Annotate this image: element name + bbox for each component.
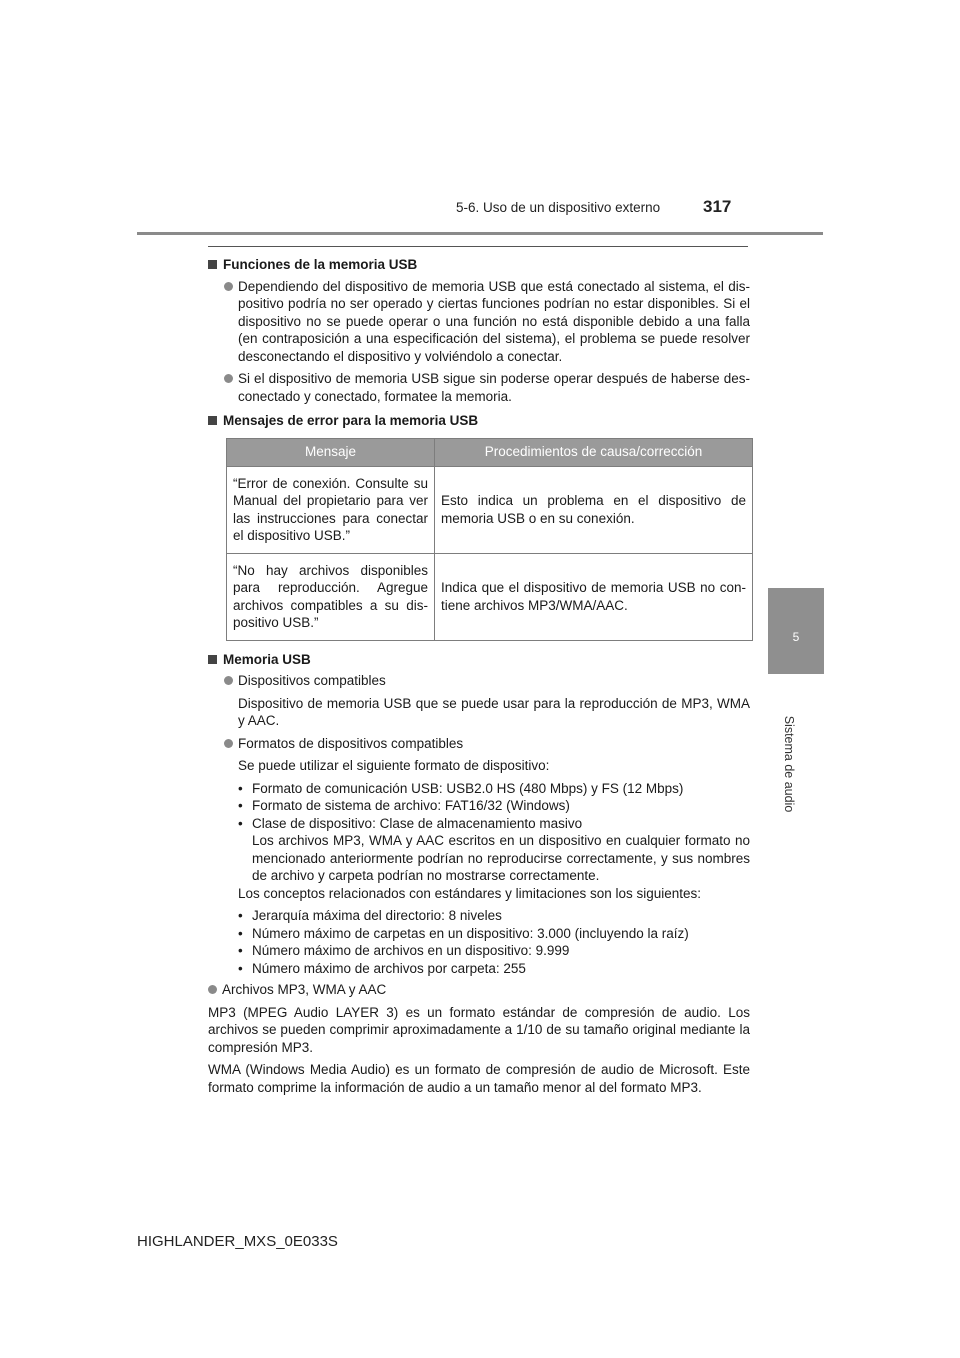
list-item: • Número máximo de archivos por carpeta: 255 [238, 960, 526, 976]
list-item: • Formato de comunicación USB: USB2.0 HS (480 Mbps) y FS (12 Mbps) [238, 780, 684, 796]
circle-bullet-icon [224, 676, 233, 685]
table-cell: Indica que el dispositivo de memoria USB no contiene archivos MP3/WMA/AAC. [435, 553, 753, 640]
chapter-side-label-text: Sistema de audio [782, 715, 796, 813]
table-cell: “Error de conexión. Consulte su Manual del propietario para ver las instrucciones para conectar el dispositivo USB.” [227, 466, 435, 553]
error-messages-table [226, 438, 753, 641]
paragraph-mp3: MP3 (MPEG Audio LAYER 3) es un formato estándar de compresión de audio. Los archivos se pueden comprimir aproximadamente a 1/10 de su tamaño original mediante la compresión MP3. [208, 1004, 750, 1055]
list-item: • Formato de sistema de archivo: FAT16/32 (Windows) [238, 798, 570, 813]
limits-list [208, 907, 750, 977]
circle-bullet-icon [224, 282, 233, 291]
bullet-item: Dependiendo del dispositivo de memoria USB que está conectado al sistema, el dispositivo podría no ser operado y ciertas funciones podrían no estar disponibles. Si el dispositivo no se puede operar o una función no está disponible debido a una falla (en contraposición a una especificación del sistema), el problema se puede resolver desconectando el dispositivo y volviéndolo a conectar. [208, 278, 750, 366]
format-list [208, 780, 750, 885]
chapter-side-label [782, 694, 796, 834]
table-cell: “No hay archivos disponibles para reproducción. Agregue archivos compatibles a su dispositivo USB.” [227, 553, 435, 640]
bullet-item: Formatos de dispositivos compatibles [208, 735, 750, 753]
bullet-item: Dispositivos compatibles [208, 672, 750, 690]
table-cell: Esto indica un problema en el dispositivo de memoria USB o en su conexión. [435, 466, 753, 553]
circle-bullet-icon [208, 985, 217, 994]
circle-bullet-icon [224, 374, 233, 383]
bullet-item: Si el dispositivo de memoria USB sigue sin poderse operar después de haberse desconectado y conectado, formatee la memoria. [208, 370, 750, 405]
paragraph: Se puede utilizar el siguiente formato de dispositivo: [238, 758, 550, 773]
square-bullet-icon [208, 655, 217, 664]
circle-bullet-icon [224, 739, 233, 748]
paragraph-wma: WMA (Windows Media Audio) es un formato de compresión de audio de Microsoft. Este formato comprime la información de audio a un tamaño menor al del formato MP3. [208, 1062, 750, 1095]
chapter-tab-number: 5 [792, 630, 800, 644]
column-header-mensaje: Mensaje [227, 438, 435, 466]
column-header-procedimientos: Procedimientos de causa/corrección [435, 438, 753, 466]
section-heading-memoria: Memoria USB [208, 651, 750, 669]
square-bullet-icon [208, 416, 217, 425]
list-item-note: Los archivos MP3, WMA y AAC escritos en un dispositivo en cualquier formato no mencionado anteriormente podrían no reproducirse correctamente, y sus nombres de archivo y carpeta podrían no mostrarse correctamente. [252, 833, 750, 883]
header-rule [137, 232, 823, 235]
paragraph: Dispositivo de memoria USB que se puede usar para la reproducción de MP3, WMA y AAC. [238, 695, 750, 728]
table-row [227, 553, 753, 640]
page-content [208, 256, 750, 1101]
bullet-item: Archivos MP3, WMA y AAC [208, 981, 750, 999]
list-item: • Número máximo de archivos en un dispositivo: 9.999 [238, 943, 570, 958]
running-header: 5-6. Uso de un dispositivo externo [456, 200, 661, 215]
section-rule [208, 246, 748, 247]
document-code: HIGHLANDER_MXS_0E033S [137, 1233, 338, 1250]
list-item: • Número máximo de carpetas en un dispositivo: 3.000 (incluyendo la raíz) [238, 925, 689, 941]
paragraph: Los conceptos relacionados con estándares y limitaciones son los siguientes: [238, 885, 702, 901]
list-item: • Clase de dispositivo: Clase de almacenamiento masivo [238, 815, 583, 831]
table-header-row [227, 438, 753, 466]
square-bullet-icon [208, 260, 217, 269]
list-item: • Jerarquía máxima del directorio: 8 niveles [238, 908, 502, 923]
chapter-tab [768, 588, 824, 674]
section-heading-funciones: Funciones de la memoria USB [208, 256, 750, 274]
table-row [227, 466, 753, 553]
section-heading-mensajes: Mensajes de error para la memoria USB [208, 412, 750, 430]
page-number: 317 [703, 197, 732, 216]
